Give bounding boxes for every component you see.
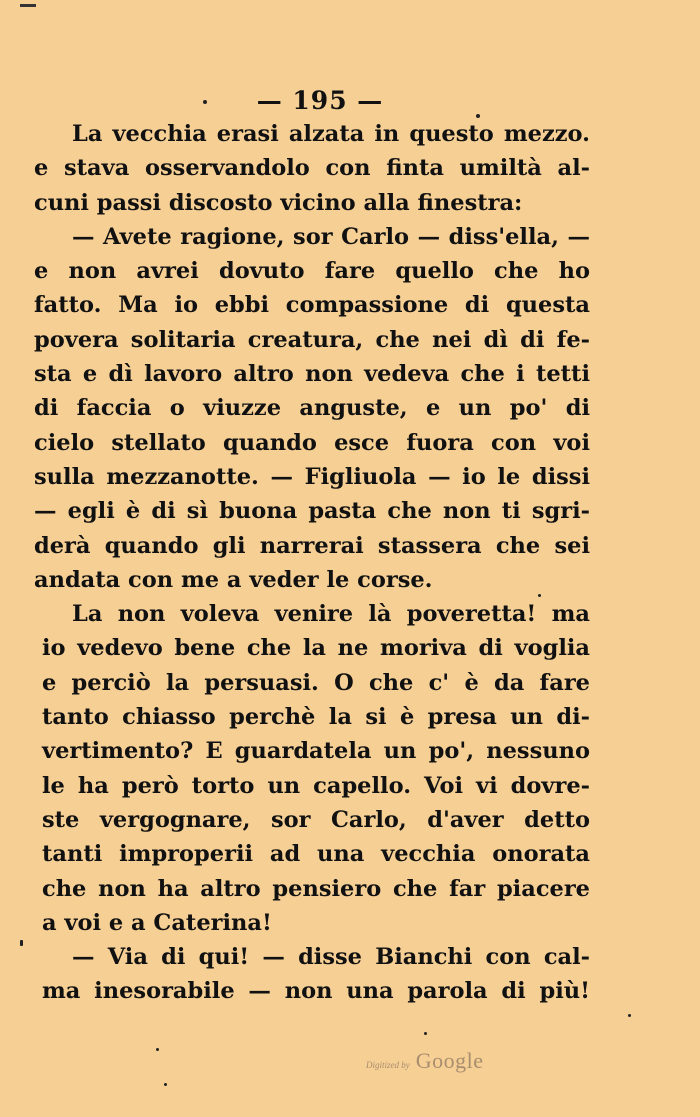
text-line: — Via di qui! — disse Bianchi con cal- <box>72 944 590 971</box>
text-line: le ha però torto un capello. Voi vi dovre- <box>42 772 590 799</box>
speck <box>538 594 541 597</box>
speck <box>164 1083 167 1086</box>
text-line: e perciò la persuasi. O che c' è da fare <box>42 669 590 696</box>
text-line: cielo stellato quando esce fuora con voi <box>34 429 590 456</box>
text-line: tanti improperii ad una vecchia onorata <box>42 841 590 868</box>
scan-mark <box>20 4 36 7</box>
text-line: andata con me a veder le corse. <box>34 566 433 593</box>
text-line: — egli è di sì buona pasta che non ti sgri- <box>34 498 590 525</box>
text-line: ma inesorabile — non una parola di più! <box>42 978 590 1005</box>
text-line: tanto chiasso perchè la si è presa un di- <box>42 704 590 731</box>
text-line: povera solitaria creatura, che nei dì di fe- <box>34 326 590 353</box>
text-line: che non ha altro pensiero che far piacere <box>42 875 590 902</box>
speck <box>20 940 23 946</box>
text-line: sta e dì lavoro altro non vedeva che i tetti <box>34 361 590 388</box>
text-line: a voi e a Caterina! <box>42 909 272 936</box>
text-line: cuni passi discosto vicino alla finestra: <box>34 189 523 216</box>
speck <box>424 1032 427 1035</box>
body-text <box>34 117 590 1009</box>
speck <box>156 1048 159 1051</box>
page-number: — 195 — <box>256 86 384 115</box>
text-line: di faccia o viuzze anguste, e un po' di <box>34 395 590 422</box>
text-line: io vedevo bene che la ne moriva di voglia <box>42 635 590 662</box>
text-line: e stava osservandolo con finta umiltà al- <box>34 155 590 182</box>
text-line: La vecchia erasi alzata in questo mezzo. <box>72 121 590 147</box>
text-line: ste vergognare, sor Carlo, d'aver detto <box>42 806 590 833</box>
text-line: La non voleva venire là poveretta! ma <box>72 601 590 628</box>
google-watermark <box>366 1048 484 1074</box>
watermark-small-text: Digitized by <box>366 1060 410 1070</box>
watermark-logo-text: Google <box>415 1048 484 1073</box>
speck <box>203 100 207 104</box>
text-line: fatto. Ma io ebbi compassione di questa <box>34 292 590 319</box>
text-line: sulla mezzanotte. — Figliuola — io le dissi <box>34 463 590 490</box>
text-line: vertimento? E guardatela un po', nessuno <box>42 738 590 765</box>
text-line: derà quando gli narrerai stassera che sei <box>34 532 590 559</box>
text-line: — Avete ragione, sor Carlo — diss'ella, — <box>72 223 590 250</box>
text-line: e non avrei dovuto fare quello che ho <box>34 258 590 285</box>
speck <box>628 1014 631 1017</box>
